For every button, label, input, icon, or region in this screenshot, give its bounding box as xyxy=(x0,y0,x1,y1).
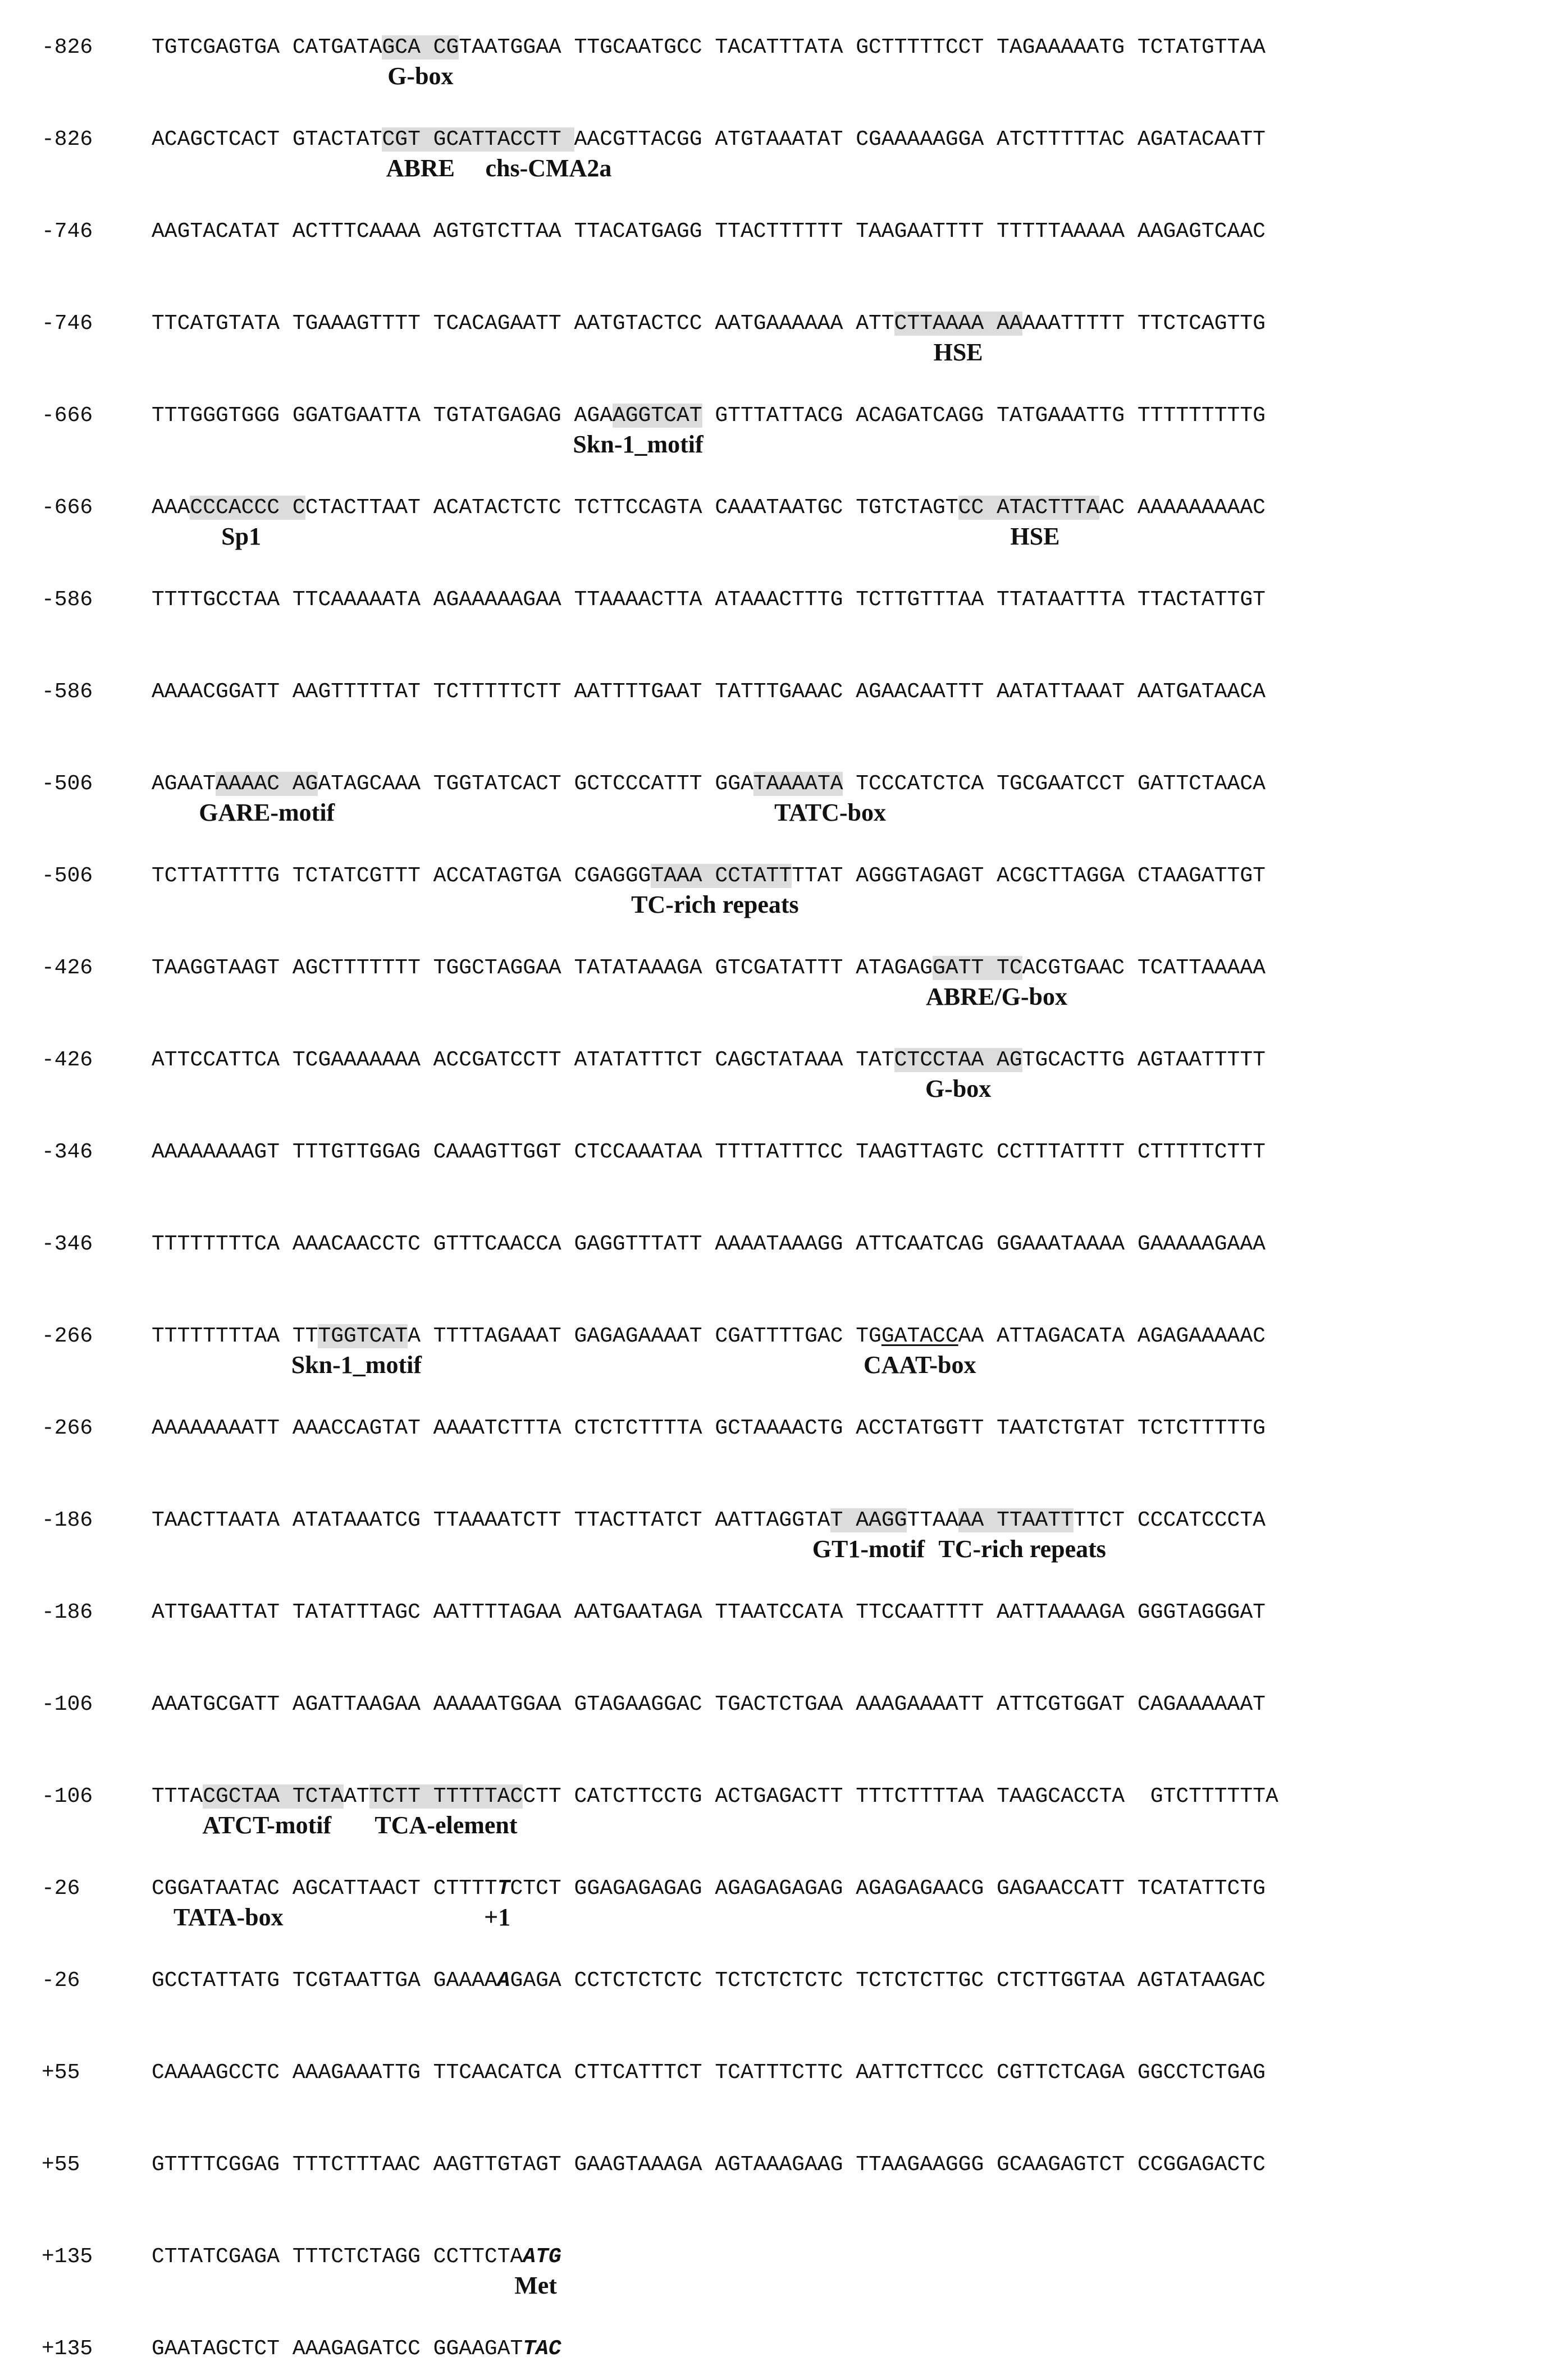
dna-sequence: GTTTTCGGAG TTTCTTTAAC AAGTTGTAGT GAAGTAAAGA AGTAAAGAAG TTAAGAAGGG GCAAGAGTCT CCGGAGACTC xyxy=(152,2153,1266,2177)
sequence-row xyxy=(0,494,1553,550)
motif-label: HSE xyxy=(1010,523,1060,550)
position-number: -266 xyxy=(42,1324,93,1348)
position-number: -586 xyxy=(42,588,93,612)
sequence-row xyxy=(0,2335,1553,2380)
dna-sequence: AAATGCGATT AGATTAAGAA AAAAATGGAA GTAGAAGGAC TGACTCTGAA AAAGAAAATT ATTCGTGGAT CAGAAAAAAT xyxy=(152,1692,1266,1717)
sequence-row xyxy=(0,2151,1553,2196)
motif-label: Skn-1_motif xyxy=(291,1351,422,1379)
position-number: +55 xyxy=(42,2061,80,2085)
position-number: -106 xyxy=(42,1784,93,1809)
position-number: -26 xyxy=(42,1969,80,1993)
dna-sequence: TAAGGTAAGT AGCTTTTTTT TGGCTAGGAA TATATAAAGA GTCGATATTT ATAGAGGATT TCACGTGAAC TCATTAAAAA xyxy=(152,956,1266,980)
motif-label: ATCT-motif xyxy=(202,1811,332,1839)
position-number: -826 xyxy=(42,127,93,152)
motif-label: G-box xyxy=(925,1075,992,1102)
sequence-row xyxy=(0,34,1553,90)
dna-sequence: TCTTATTTTG TCTATCGTTT ACCATAGTGA CGAGGGTAAA CCTATTTTAT AGGGTAGAGT ACGCTTAGGA CTAAGATTGT xyxy=(152,864,1266,888)
sequence-row xyxy=(0,1783,1553,1839)
dna-sequence: TGTCGAGTGA CATGATAGCA CGTAATGGAA TTGCAATGCC TACATTTATA GCTTTTTCCT TAGAAAAATG TCTATGTTAA xyxy=(152,35,1266,60)
position-number: -426 xyxy=(42,1048,93,1072)
sequence-row xyxy=(0,1230,1553,1275)
sequence-row xyxy=(0,586,1553,631)
dna-sequence: AAAAAAAATT AAACCAGTAT AAAATCTTTA CTCTCTTTTA GCTAAAACTG ACCTATGGTT TAATCTGTAT TCTCTTTTTG xyxy=(152,1416,1266,1440)
motif-label: +1 xyxy=(484,1903,511,1931)
sequence-row xyxy=(0,2243,1553,2299)
position-number: -346 xyxy=(42,1140,93,1164)
position-number: -186 xyxy=(42,1600,93,1624)
sequence-row xyxy=(0,770,1553,826)
position-number: -186 xyxy=(42,1508,93,1532)
position-number: -106 xyxy=(42,1692,93,1717)
position-number: -666 xyxy=(42,404,93,428)
dna-sequence: AAACCCACCC CCTACTTAAT ACATACTCTC TCTTCCAGTA CAAATAATGC TGTCTAGTCC ATACTTTAAC AAAAAAAAAC xyxy=(152,496,1266,520)
sequence-row xyxy=(0,402,1553,458)
dna-sequence: TTTGGGTGGG GGATGAATTA TGTATGAGAG AGAAGGTCAT GTTTATTACG ACAGATCAGG TATGAAATTG TTTTTTTTTG xyxy=(152,404,1266,428)
motif-label: TC-rich repeats xyxy=(631,891,799,918)
dna-sequence: GCCTATTATG TCGTAATTGA GAAAAAGAGA CCTCTCTCTC TCTCTCTCTC TCTCTCTTGC CTCTTGGTAA AGTATAAGAC xyxy=(152,1969,1266,1993)
motif-label: CAAT-box xyxy=(863,1351,976,1379)
motif-label: GARE-motif xyxy=(199,799,335,826)
position-number: -746 xyxy=(42,219,93,244)
dna-sequence: TTTTTTTTAA TTTGGTCATA TTTTAGAAAT GAGAGAAAAT CGATTTTGAC TGGATACCAA ATTAGACATA AGAGAAAAAC xyxy=(152,1324,1266,1348)
dna-sequence: AAAAAAAAGT TTTGTTGGAG CAAAGTTGGT CTCCAAATAA TTTTATTTCC TAAGTTAGTC CCTTTATTTT CTTTTTCTTT xyxy=(152,1140,1266,1164)
motif-label: Sp1 xyxy=(221,523,262,550)
dna-sequence: AGAATAAAAC AGATAGCAAA TGGTATCACT GCTCCCATTT GGATAAAATA TCCCATCTCA TGCGAATCCT GATTCTAACA xyxy=(152,772,1266,796)
position-number: -666 xyxy=(42,496,93,520)
dna-sequence: TTTACGCTAA TCTAATTCTT TTTTTACCTT CATCTTCCTG ACTGAGACTT TTTCTTTTAA TAAGCACCTA GTCTTTTTTA xyxy=(152,1784,1278,1809)
dna-sequence: CGGATAATAC AGCATTAACT CTTTTTCTCT GGAGAGAGAG AGAGAGAGAG AGAGAGAACG GAGAACCATT TCATATTCTG xyxy=(152,1876,1266,1901)
motif-label: chs-CMA2a xyxy=(485,154,612,182)
position-number: -426 xyxy=(42,956,93,980)
motif-label: GT1-motif xyxy=(812,1535,925,1563)
sequence-row xyxy=(0,1322,1553,1379)
motif-label: TATA-box xyxy=(173,1903,284,1931)
dna-sequence: TTTTGCCTAA TTCAAAAATA AGAAAAAGAA TTAAAACTTA ATAAACTTTG TCTTGTTTAA TTATAATTTA TTACTATTGT xyxy=(152,588,1266,612)
sequence-row xyxy=(0,126,1553,182)
motif-label: TCA-element xyxy=(374,1811,518,1839)
motif-label: ABRE/G-box xyxy=(926,983,1067,1010)
position-number: -506 xyxy=(42,772,93,796)
sequence-row xyxy=(0,1046,1553,1102)
motif-label: TATC-box xyxy=(774,799,887,826)
sequence-row xyxy=(0,1875,1553,1931)
motif-label: Met xyxy=(514,2272,557,2299)
position-number: +135 xyxy=(42,2245,93,2269)
position-number: -346 xyxy=(42,1232,93,1256)
position-number: -826 xyxy=(42,35,93,60)
dna-sequence: TTCATGTATA TGAAAGTTTT TCACAGAATT AATGTACTCC AATGAAAAAA ATTCTTAAAA AAAAATTTTT TTCTCAGTTG xyxy=(152,312,1266,336)
position-number: -26 xyxy=(42,1876,80,1901)
sequence-row xyxy=(0,954,1553,1010)
motif-label: G-box xyxy=(387,62,454,90)
position-number: -266 xyxy=(42,1416,93,1440)
sequence-row xyxy=(0,218,1553,263)
dna-sequence: TAACTTAATA ATATAAATCG TTAAAATCTT TTACTTATCT AATTAGGTAT AAGGTTAAAA TTAATTTTCT CCCATCCCTA xyxy=(152,1508,1266,1532)
sequence-row xyxy=(0,2059,1553,2104)
dna-sequence: ATTGAATTAT TATATTTAGC AATTTTAGAA AATGAATAGA TTAATCCATA TTCCAATTTT AATTAAAAGA GGGTAGGGAT xyxy=(152,1600,1266,1624)
dna-sequence: TTTTTTTTCA AAACAACCTC GTTTCAACCA GAGGTTTATT AAAATAAAGG ATTCAATCAG GGAAATAAAA GAAAAAGAAA xyxy=(152,1232,1266,1256)
position-number: -586 xyxy=(42,680,93,704)
sequence-row xyxy=(0,1599,1553,1644)
dna-sequence: ACAGCTCACT GTACTATCGT GCATTACCTT AACGTTACGG ATGTAAATAT CGAAAAAGGA ATCTTTTTAC AGATACAATT xyxy=(152,127,1266,152)
dna-sequence: AAAACGGATT AAGTTTTTAT TCTTTTTCTT AATTTTGAAT TATTTGAAAC AGAACAATTT AATATTAAAT AATGATAACA xyxy=(152,680,1266,704)
dna-sequence: AAGTACATAT ACTTTCAAAA AGTGTCTTAA TTACATGAGG TTACTTTTTT TAAGAATTTT TTTTTAAAAA AAGAGTCAAC xyxy=(152,219,1266,244)
dna-sequence: ATTCCATTCA TCGAAAAAAA ACCGATCCTT ATATATTTCT CAGCTATAAA TATCTCCTAA AGTGCACTTG AGTAATTTTT xyxy=(152,1048,1266,1072)
motif-label: HSE xyxy=(933,338,983,366)
position-number: +135 xyxy=(42,2337,93,2361)
dna-sequence: CTTATCGAGA TTTCTCTAGG CCTTCTAATG xyxy=(152,2245,561,2269)
sequence-row xyxy=(0,1507,1553,1563)
position-number: -506 xyxy=(42,864,93,888)
sequence-row xyxy=(0,862,1553,918)
sequence-row xyxy=(0,1138,1553,1183)
sequence-row xyxy=(0,1967,1553,2012)
sequence-row xyxy=(0,310,1553,366)
motif-label: Skn-1_motif xyxy=(573,431,704,458)
position-number: -746 xyxy=(42,312,93,336)
dna-sequence: GAATAGCTCT AAAGAGATCC GGAAGATTAC xyxy=(152,2337,561,2361)
motif-label: TC-rich repeats xyxy=(938,1535,1106,1563)
sequence-row xyxy=(0,1415,1553,1459)
sequence-row xyxy=(0,1691,1553,1736)
position-number: +55 xyxy=(42,2153,80,2177)
sequence-row xyxy=(0,678,1553,723)
dna-sequence: CAAAAGCCTC AAAGAAATTG TTCAACATCA CTTCATTTCT TCATTTCTTC AATTCTTCCC CGTTCTCAGA GGCCTCTGAG xyxy=(152,2061,1266,2085)
motif-label: ABRE xyxy=(386,154,455,182)
